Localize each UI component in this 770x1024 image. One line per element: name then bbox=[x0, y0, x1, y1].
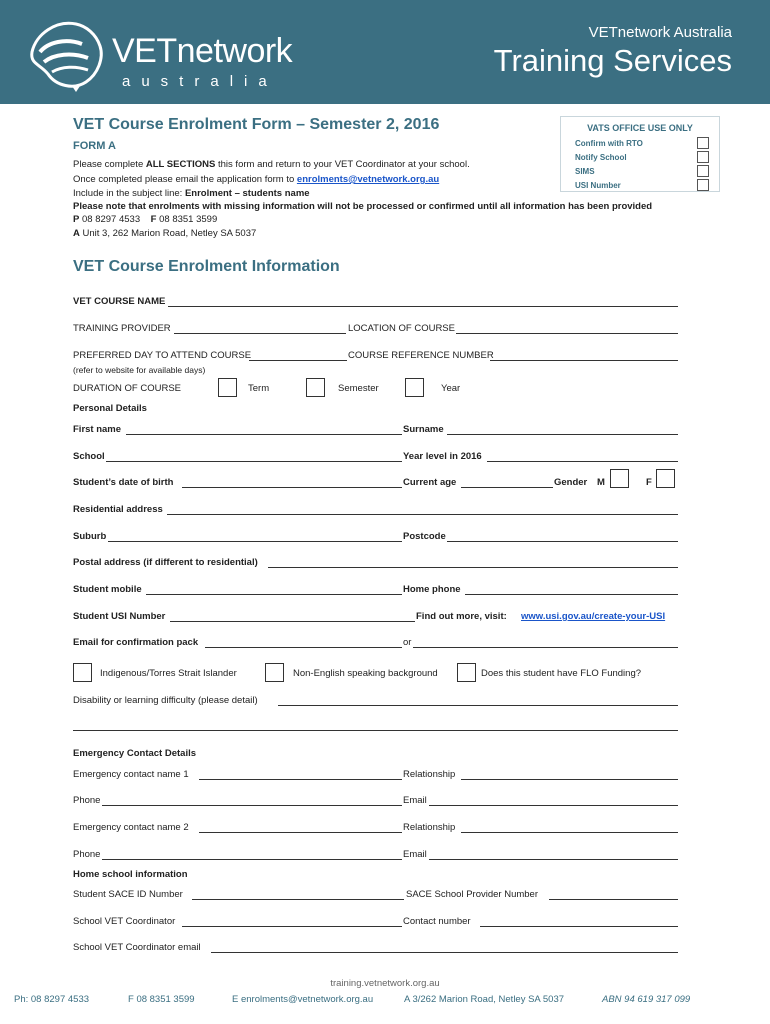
ec-email1-field[interactable] bbox=[429, 805, 678, 806]
ec-name1-field[interactable] bbox=[199, 779, 402, 780]
school-vet-coord-label: School VET Coordinator bbox=[73, 916, 176, 927]
ec-relationship1-field[interactable] bbox=[461, 779, 678, 780]
email-confirm-field[interactable] bbox=[205, 647, 402, 648]
office-use-title: VATS OFFICE USE ONLY bbox=[587, 123, 693, 133]
gender-label: Gender bbox=[554, 477, 588, 488]
suburb-field[interactable] bbox=[108, 541, 402, 542]
ec-email1-label: Email bbox=[403, 795, 427, 806]
usi-website-link[interactable]: www.usi.gov.au/create-your-USI bbox=[521, 611, 666, 622]
gender-m-checkbox[interactable] bbox=[610, 469, 629, 488]
location-of-course-label: LOCATION OF COURSE bbox=[348, 323, 455, 334]
footer-abn: ABN 94 619 317 099 bbox=[602, 994, 691, 1005]
form-title: VET Course Enrolment Form – Semester 2, 2016 bbox=[73, 116, 440, 133]
student-mobile-label: Student mobile bbox=[73, 584, 142, 595]
school-vet-coord-field[interactable] bbox=[182, 926, 402, 927]
school-field[interactable] bbox=[106, 461, 402, 462]
email-confirm-label: Email for confirmation pack bbox=[73, 637, 199, 648]
office-checkbox-confirm-rto[interactable] bbox=[697, 137, 709, 149]
training-provider-label: TRAINING PROVIDER bbox=[73, 323, 171, 334]
footer-fax: F 08 8351 3599 bbox=[128, 994, 195, 1005]
semester-label: Semester bbox=[338, 383, 379, 394]
personal-details-heading: Personal Details bbox=[73, 403, 147, 414]
intro-line-3: Include in the subject line: Enrolment – students name bbox=[73, 188, 310, 199]
vet-course-name-field[interactable] bbox=[168, 306, 678, 307]
indigenous-label: Indigenous/Torres Strait Islander bbox=[100, 668, 237, 679]
footer-email[interactable]: E enrolments@vetnetwork.org.au bbox=[232, 994, 374, 1005]
office-item-confirm-rto: Confirm with RTO bbox=[575, 139, 643, 148]
office-checkbox-sims[interactable] bbox=[697, 165, 709, 177]
gender-f-checkbox[interactable] bbox=[656, 469, 675, 488]
office-item-notify-school: Notify School bbox=[575, 153, 627, 162]
sace-id-field[interactable] bbox=[192, 899, 404, 900]
flo-funding-label: Does this student have FLO Funding? bbox=[481, 668, 642, 679]
term-checkbox[interactable] bbox=[218, 378, 237, 397]
sace-id-label: Student SACE ID Number bbox=[73, 889, 183, 900]
home-phone-field[interactable] bbox=[465, 594, 678, 595]
office-item-usi-number: USI Number bbox=[575, 181, 621, 190]
office-item-sims: SIMS bbox=[575, 167, 595, 176]
residential-address-field[interactable] bbox=[167, 514, 678, 515]
suburb-label: Suburb bbox=[73, 531, 107, 542]
find-out-label: Find out more, visit: bbox=[416, 611, 507, 622]
term-label: Term bbox=[248, 383, 270, 394]
non-english-checkbox[interactable] bbox=[265, 663, 284, 682]
year-checkbox[interactable] bbox=[405, 378, 424, 397]
office-checkbox-usi-number[interactable] bbox=[697, 179, 709, 191]
surname-field[interactable] bbox=[447, 434, 678, 435]
gender-f-label: F bbox=[646, 477, 652, 488]
student-mobile-field[interactable] bbox=[146, 594, 402, 595]
footer-website[interactable]: training.vetnetwork.org.au bbox=[330, 978, 440, 989]
footer-phone: Ph: 08 8297 4533 bbox=[14, 994, 90, 1005]
current-age-field[interactable] bbox=[461, 487, 553, 488]
service-name: Training Services bbox=[493, 43, 732, 78]
school-vet-email-label: School VET Coordinator email bbox=[73, 942, 201, 953]
ec-name2-field[interactable] bbox=[199, 832, 402, 833]
ec-name2-label: Emergency contact name 2 bbox=[73, 822, 189, 833]
duration-label: DURATION OF COURSE bbox=[73, 383, 182, 394]
email-confirm-alt-field[interactable] bbox=[413, 647, 678, 648]
missing-info-notice: Please note that enrolments with missing information will not be processed or confirmed until all information has been provided bbox=[73, 201, 653, 212]
training-provider-field[interactable] bbox=[174, 333, 346, 334]
sace-provider-field[interactable] bbox=[549, 899, 678, 900]
ec-name1-label: Emergency contact name 1 bbox=[73, 769, 189, 780]
first-name-field[interactable] bbox=[126, 434, 402, 435]
first-name-label: First name bbox=[73, 424, 122, 435]
postal-address-field[interactable] bbox=[268, 567, 678, 568]
contact-number-field[interactable] bbox=[480, 926, 678, 927]
non-english-label: Non-English speaking background bbox=[293, 668, 438, 679]
ec-relationship2-label: Relationship bbox=[403, 822, 456, 833]
residential-address-label: Residential address bbox=[73, 504, 163, 515]
course-reference-field[interactable] bbox=[490, 360, 678, 361]
intro-line-2: Once completed please email the application form to enrolments@vetnetwork.org.au bbox=[73, 174, 440, 185]
enrolments-email-link[interactable]: enrolments@vetnetwork.org.au bbox=[296, 174, 440, 185]
form-label: FORM A bbox=[73, 140, 116, 152]
disability-label: Disability or learning difficulty (please detail) bbox=[73, 695, 258, 706]
ec-phone2-field[interactable] bbox=[102, 859, 402, 860]
office-use-box bbox=[560, 116, 720, 192]
usi-label: Student USI Number bbox=[73, 611, 166, 622]
surname-label: Surname bbox=[403, 424, 444, 435]
intro-line-1: Please complete ALL SECTIONS this form and return to your VET Coordinator at your school. bbox=[73, 159, 470, 170]
dob-field[interactable] bbox=[182, 487, 402, 488]
school-vet-email-field[interactable] bbox=[211, 952, 678, 953]
semester-checkbox[interactable] bbox=[306, 378, 325, 397]
ec-email2-label: Email bbox=[403, 849, 427, 860]
ec-phone1-label: Phone bbox=[73, 795, 101, 806]
usi-field[interactable] bbox=[170, 621, 415, 622]
preferred-day-label: PREFERRED DAY TO ATTEND COURSE bbox=[73, 350, 252, 361]
org-name: VETnetwork Australia bbox=[588, 24, 732, 41]
location-of-course-field[interactable] bbox=[456, 333, 678, 334]
logo-subtitle: australia bbox=[122, 73, 278, 90]
ec-phone2-label: Phone bbox=[73, 849, 101, 860]
logo-wordmark: VETnetwork bbox=[112, 32, 293, 70]
ec-phone1-field[interactable] bbox=[102, 805, 402, 806]
course-reference-label: COURSE REFERENCE NUMBER bbox=[348, 350, 494, 361]
or-label: or bbox=[403, 637, 412, 648]
ec-relationship2-field[interactable] bbox=[461, 832, 678, 833]
emergency-heading: Emergency Contact Details bbox=[73, 748, 197, 759]
contact-phone-fax: P 08 8297 4533 F 08 8351 3599 bbox=[73, 214, 218, 225]
indigenous-checkbox[interactable] bbox=[73, 663, 92, 682]
home-phone-label: Home phone bbox=[403, 584, 461, 595]
header-banner bbox=[0, 0, 770, 104]
australia-logo-icon bbox=[26, 12, 108, 94]
dob-label: Student’s date of birth bbox=[73, 477, 174, 488]
disability-field[interactable] bbox=[278, 705, 678, 706]
gender-m-label: M bbox=[597, 477, 605, 488]
disability-field-line-2[interactable] bbox=[73, 730, 678, 731]
section-title: VET Course Enrolment Information bbox=[73, 258, 340, 275]
refer-note: (refer to website for available days) bbox=[73, 365, 206, 375]
contact-number-label: Contact number bbox=[403, 916, 471, 927]
ec-relationship1-label: Relationship bbox=[403, 769, 456, 780]
school-label: School bbox=[73, 451, 105, 462]
postal-address-label: Postal address (if different to residential) bbox=[73, 557, 258, 568]
year-level-field[interactable] bbox=[487, 461, 678, 462]
year-level-label: Year level in 2016 bbox=[403, 451, 482, 462]
ec-email2-field[interactable] bbox=[429, 859, 678, 860]
vet-course-name-label: VET COURSE NAME bbox=[73, 296, 166, 307]
year-label: Year bbox=[441, 383, 461, 394]
postcode-field[interactable] bbox=[447, 541, 678, 542]
home-school-heading: Home school information bbox=[73, 869, 188, 880]
sace-provider-label: SACE School Provider Number bbox=[406, 889, 538, 900]
footer-address: A 3/262 Marion Road, Netley SA 5037 bbox=[404, 994, 565, 1005]
flo-funding-checkbox[interactable] bbox=[457, 663, 476, 682]
current-age-label: Current age bbox=[403, 477, 457, 488]
postcode-label: Postcode bbox=[403, 531, 446, 542]
office-checkbox-notify-school[interactable] bbox=[697, 151, 709, 163]
preferred-day-field[interactable] bbox=[249, 360, 347, 361]
contact-address: A Unit 3, 262 Marion Road, Netley SA 5037 bbox=[73, 228, 257, 239]
